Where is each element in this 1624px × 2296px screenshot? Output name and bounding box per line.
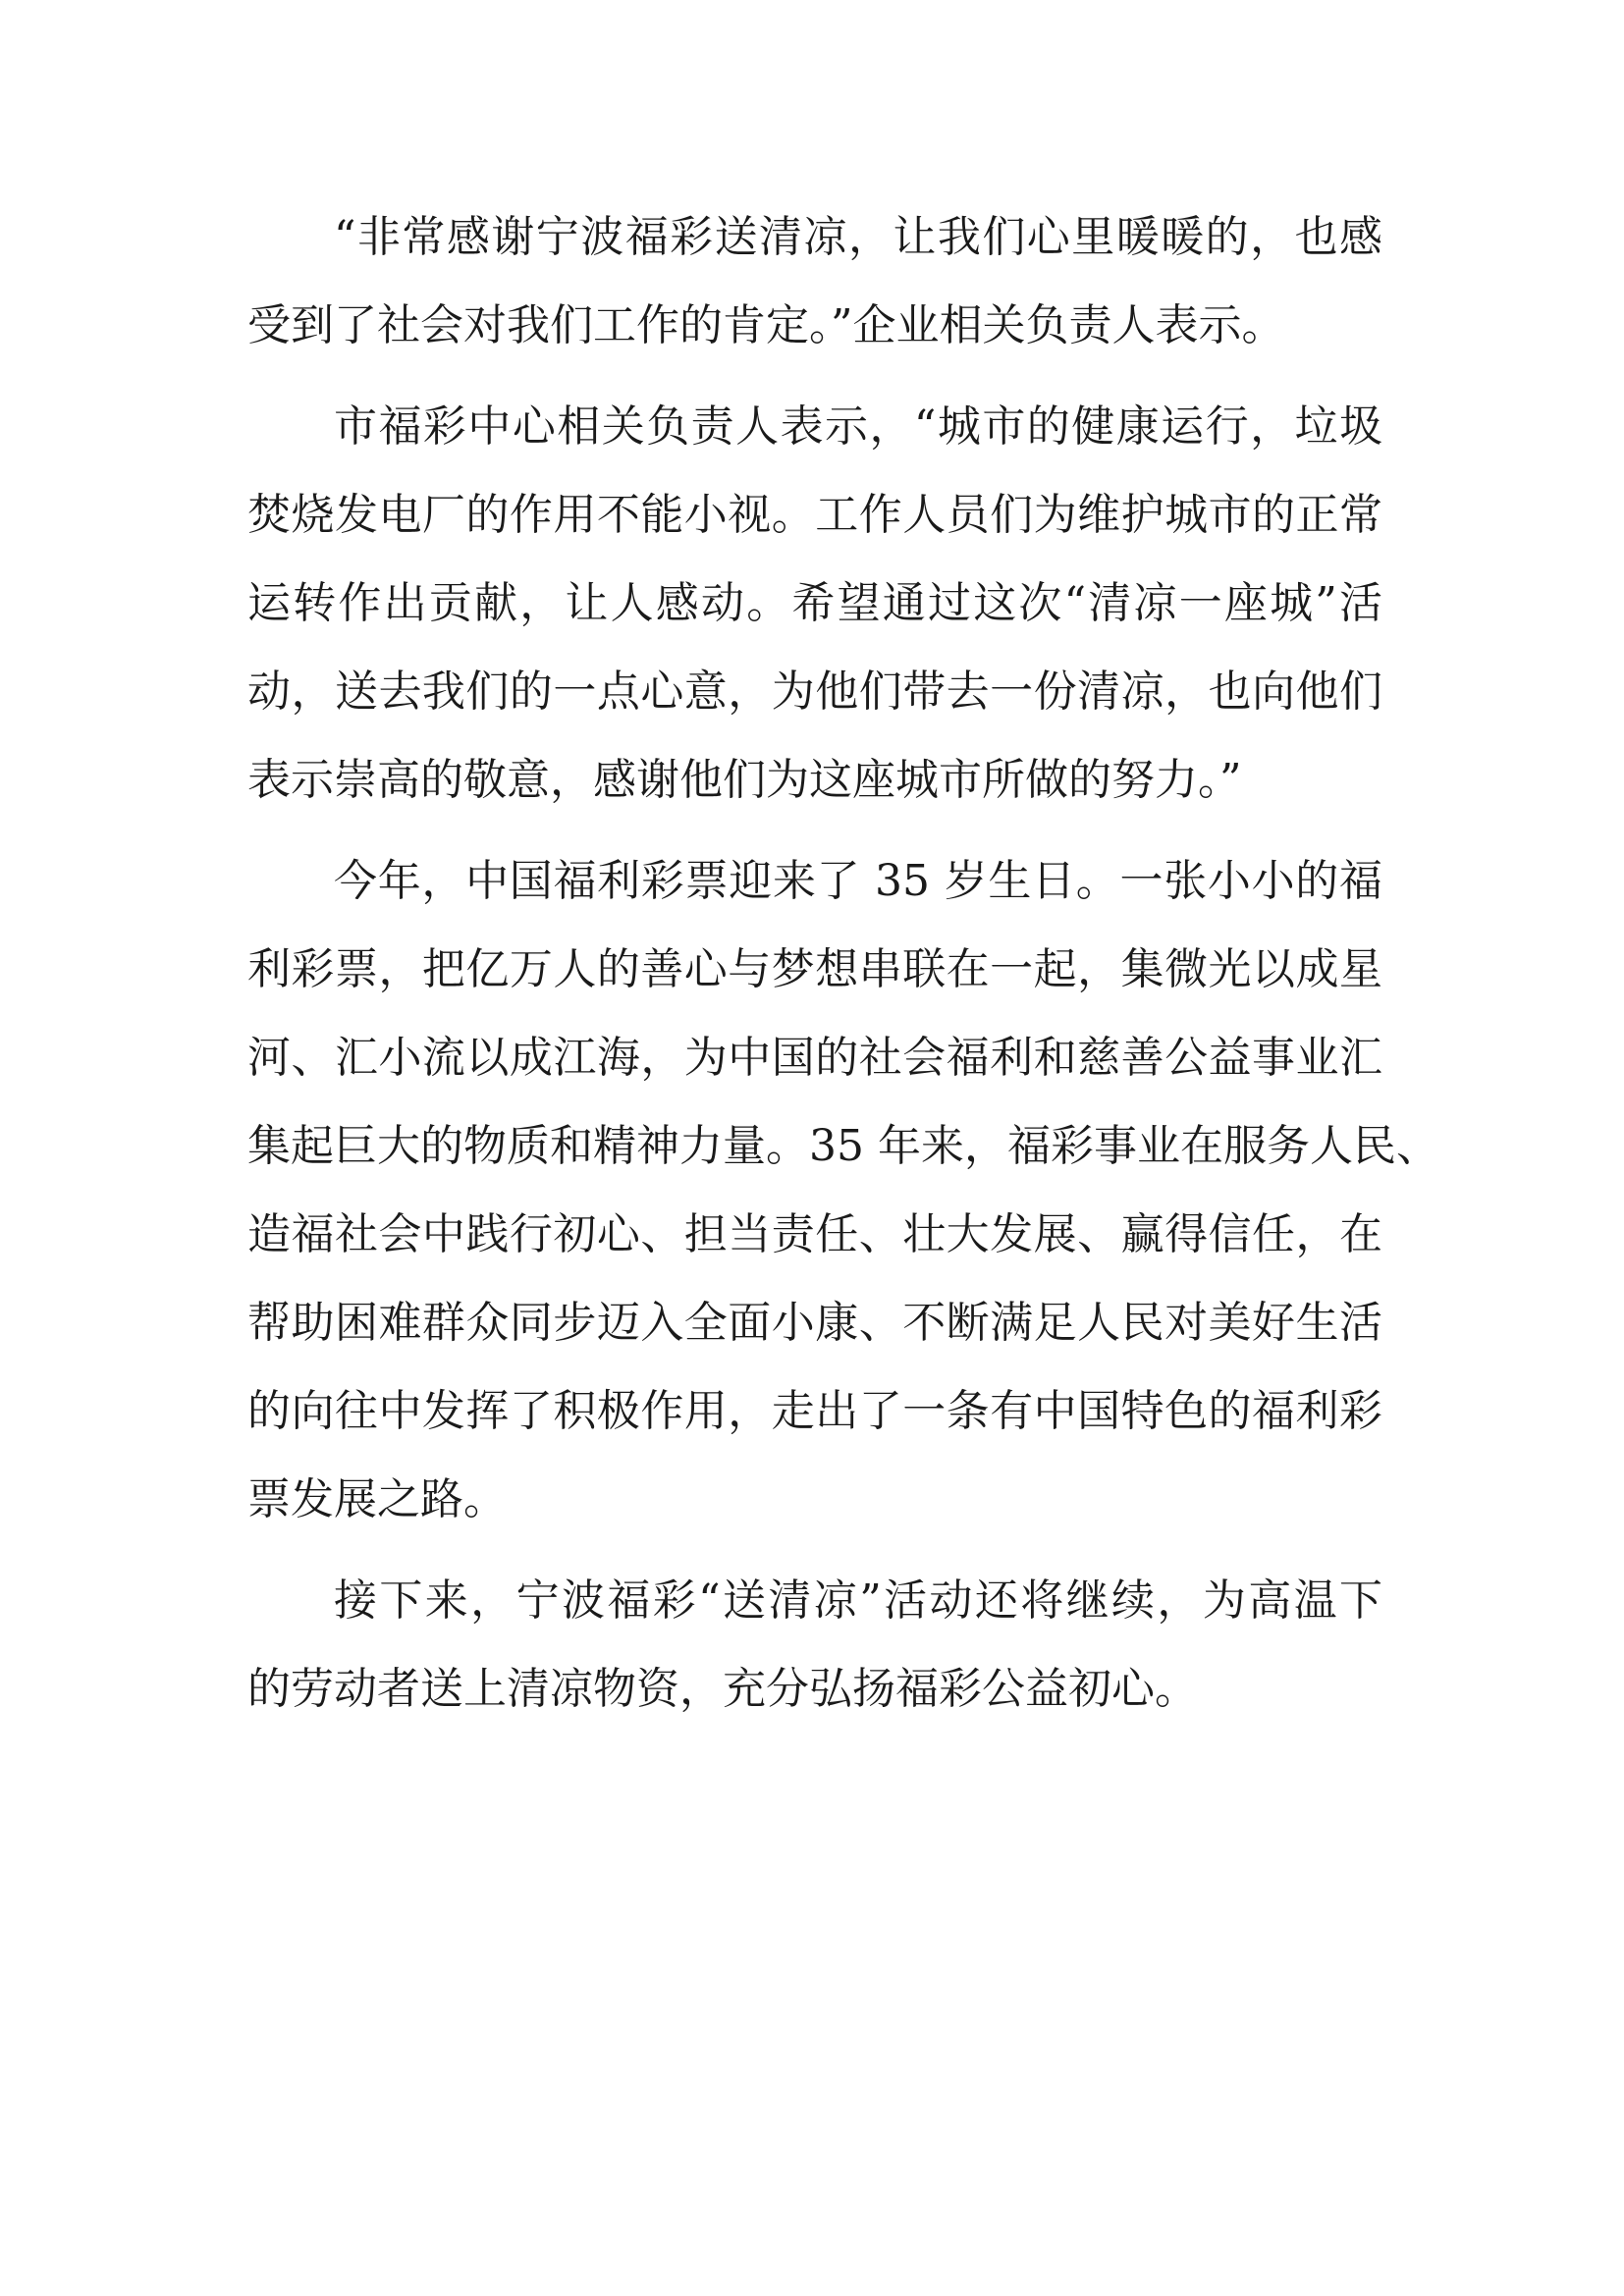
paragraph-3-line-3: 河、汇小流以成江海，为中国的社会福利和慈善公益事业汇 xyxy=(247,1033,1382,1083)
paragraph-2-line-1: 市福彩中心相关负责人表示，“城市的健康运行，垃圾 xyxy=(334,401,1382,452)
paragraph-3-line-4: 集起巨大的物质和精神力量。35 年来，福彩事业在服务人民、 xyxy=(247,1121,1439,1171)
paragraph-4-line-2: 的劳动者送上清凉物资，充分弘扬福彩公益初心。 xyxy=(247,1664,1198,1714)
paragraph-2-line-5: 表示崇高的敬意，感谢他们为这座城市所做的努力。” xyxy=(247,755,1242,805)
paragraph-3-line-6: 帮助困难群众同步迈入全面小康、不断满足人民对美好生活 xyxy=(247,1298,1382,1348)
paragraph-3-line-1: 今年，中国福利彩票迎来了 35 岁生日。一张小小的福 xyxy=(334,856,1382,906)
paragraph-4-line-1: 接下来，宁波福彩“送清凉”活动还将继续，为高温下 xyxy=(334,1575,1382,1626)
paragraph-1-line-1: “非常感谢宁波福彩送清凉，让我们心里暖暖的，也感 xyxy=(334,212,1382,262)
paragraph-2-line-4: 动，送去我们的一点心意，为他们带去一份清凉，也向他们 xyxy=(247,667,1382,717)
paragraph-1-line-2: 受到了社会对我们工作的肯定。”企业相关负责人表示。 xyxy=(247,300,1285,350)
paragraph-2-line-3: 运转作出贡献，让人感动。希望通过这次“清凉一座城”活 xyxy=(247,578,1382,628)
paragraph-3-line-8: 票发展之路。 xyxy=(247,1474,507,1524)
paragraph-3-line-7: 的向往中发挥了积极作用，走出了一条有中国特色的福利彩 xyxy=(247,1386,1382,1436)
paragraph-2-line-2: 焚烧发电厂的作用不能小视。工作人员们为维护城市的正常 xyxy=(247,490,1382,540)
paragraph-3-line-2: 利彩票，把亿万人的善心与梦想串联在一起，集微光以成星 xyxy=(247,944,1382,994)
paragraph-3-line-5: 造福社会中践行初心、担当责任、壮大发展、赢得信任，在 xyxy=(247,1209,1382,1259)
